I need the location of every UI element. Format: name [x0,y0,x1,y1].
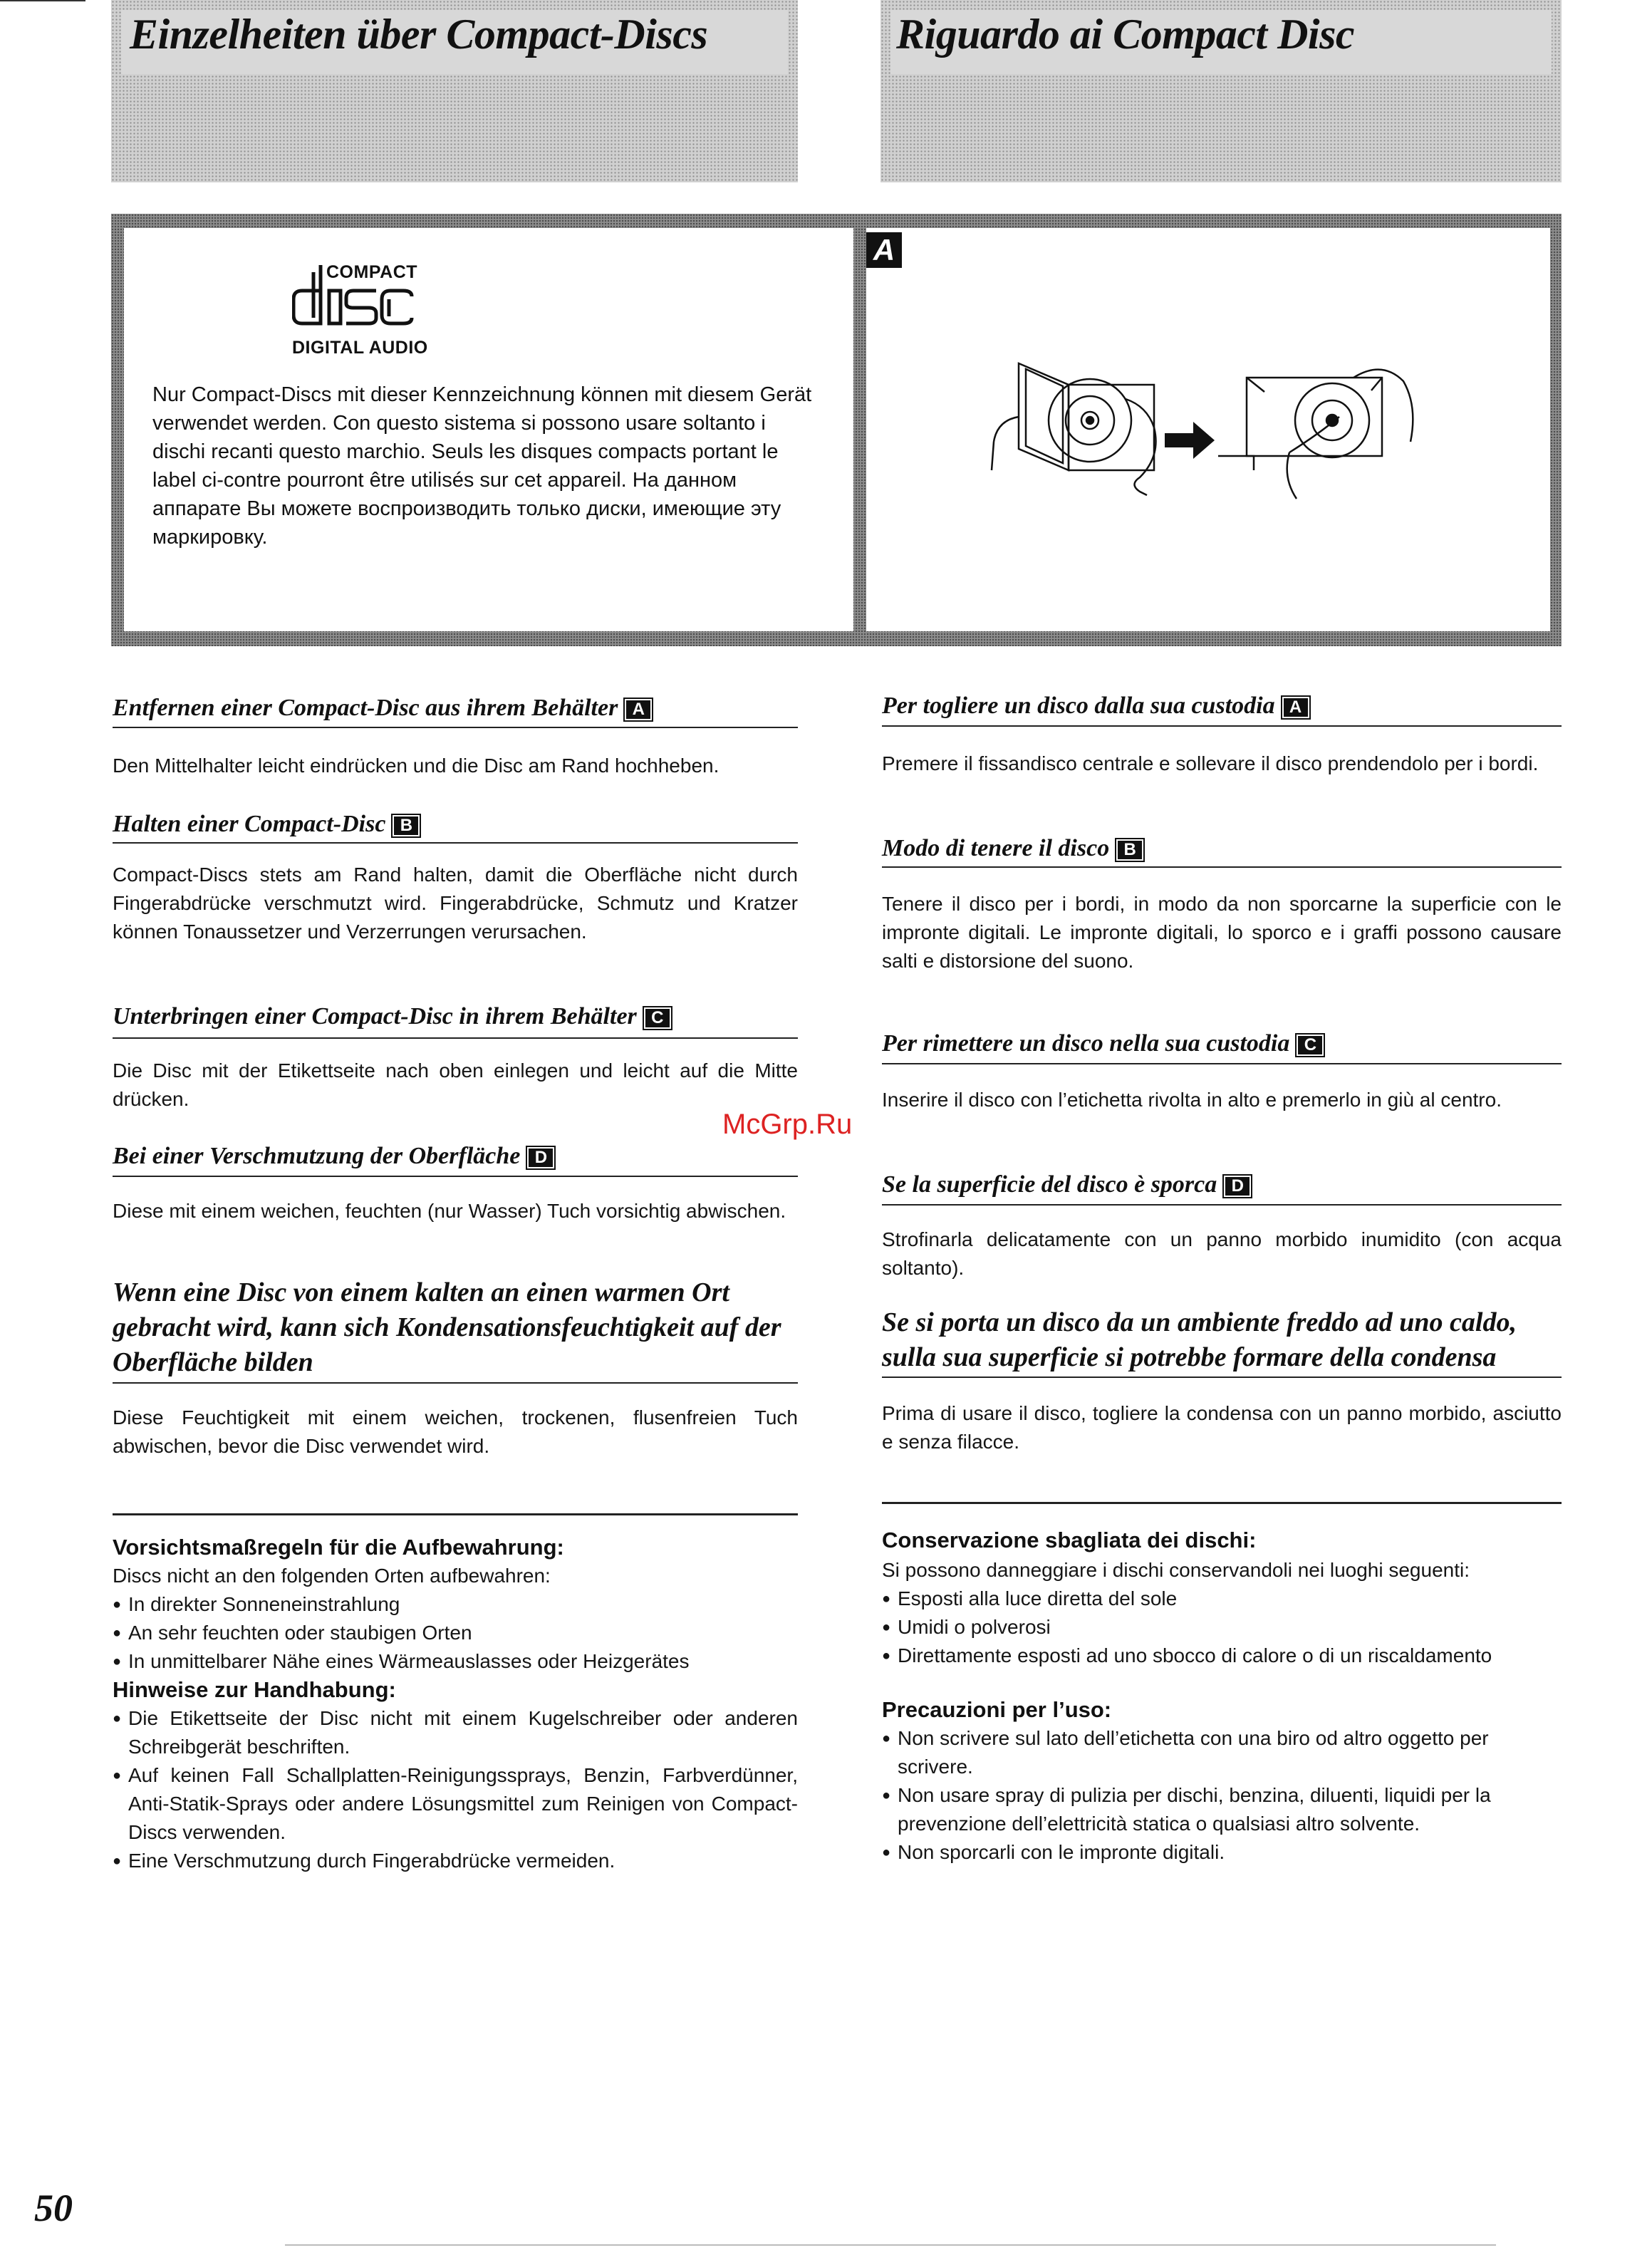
list-item: ● In unmittelbarer Nähe eines Wärmeauslasses oder Heizgerätes [113,1647,798,1676]
right-storage-rule [882,1502,1562,1504]
figure-label-a: A [866,232,902,268]
list-item: ● Auf keinen Fall Schallplatten-Reinigungssprays, Benzin, Farbverdünner, Anti-Statik-Sprays oder andere Lösungsmittel zum Reinigen von Compact-Discs verwenden. [113,1761,798,1847]
corner-rule [0,0,85,1]
right-section-3-title: Per rimettere un disco nella sua custodia C [882,1030,1325,1057]
badge-d-icon: D [1222,1174,1252,1198]
right-section-4-title: Se la superficie del disco è sporca D [882,1171,1252,1198]
left-section-1-rule [113,727,798,728]
badge-a-icon: A [1281,695,1311,720]
left-section-5-rule [113,1382,798,1384]
left-handling-list [113,1704,798,1875]
right-storage-intro: Si possono danneggiare i dischi conservandoli nei luoghi seguenti: [882,1559,1470,1581]
list-item: ● Non usare spray di pulizia per dischi, benzina, diluenti, liquidi per la prevenzione dell’elettricità statica o qualsiasi altro solvente. [882,1781,1562,1838]
right-section-1-body: Premere il fissandisco centrale e sollevare il disco prendendolo per i bordi. [882,752,1539,774]
left-storage-intro: Discs nicht an den folgenden Orten aufbewahren: [113,1565,551,1587]
logo-disc-mark [292,262,474,341]
right-storage-heading: Conservazione sbagliata dei dischi: [882,1528,1257,1552]
arrow-icon [1165,422,1215,459]
left-section-1-title: Entfernen einer Compact-Disc aus ihrem Behälter A [113,695,653,722]
badge-b-icon: B [1115,838,1145,862]
right-section-2-rule [882,866,1562,868]
list-item: ● Non scrivere sul lato dell’etichetta con una biro od altro oggetto per scrivere. [882,1724,1562,1781]
list-item: ● Die Etikettseite der Disc nicht mit einem Kugelschreiber oder anderen Schreibgerät beschriften. [113,1704,798,1761]
logo-digital-audio: DIGITAL AUDIO [292,338,428,358]
left-storage-list [113,1590,798,1676]
left-section-4-title: Bei einer Verschmutzung der Oberfläche D [113,1143,556,1170]
left-section-2-title: Halten einer Compact-Disc B [113,811,421,838]
right-section-4-rule [882,1204,1562,1206]
left-section-5-title: Wenn eine Disc von einem kalten an einen warmen Ort gebracht wird, kann sich Kondensationsfeuchtigkeit auf der Oberfläche bilden [113,1277,781,1377]
right-section-1-rule [882,725,1562,727]
left-section-2-rule [113,842,798,844]
right-section-5-title: Se si porta un disco da un ambiente freddo ad uno caldo, sulla sua superficie si potrebbe formare della condensa [882,1307,1517,1372]
right-section-2-body: Tenere il disco per i bordi, in modo da non sporcarne la superficie con le impronte digitali. Le impronte digitali, lo sporco e i graffi possono causare salti e distorsione del suono. [882,893,1562,972]
left-storage-heading: Vorsichtsmaßregeln für die Aufbewahrung: [113,1535,564,1560]
list-item: ● Direttamente esposti ad uno sbocco di calore o di un riscaldamento [882,1642,1562,1670]
header-title-left: Einzelheiten über Compact-Discs [130,11,708,58]
right-section-5-body: Prima di usare il disco, togliere la condensa con un panno morbido, asciutto e senza filacce. [882,1402,1562,1453]
left-section-3-body: Die Disc mit der Etikettseite nach oben einlegen und leicht auf die Mitte drücken. [113,1059,798,1110]
left-section-3-rule [113,1037,798,1039]
disc-removal-illustration [983,349,1439,513]
right-section-2-title: Modo di tenere il disco B [882,835,1145,862]
list-item: ● Non sporcarli con le impronte digitali. [882,1838,1562,1867]
right-section-3-body: Inserire il disco con l’etichetta rivolta in alto e premerlo in giù al centro. [882,1089,1502,1111]
right-handling-heading: Precauzioni per l’uso: [882,1697,1112,1722]
compat-note: Nur Compact-Discs mit dieser Kennzeichnung können mit diesem Gerät verwendet werden. Con questo sistema si possono usare soltanto i dischi recanti questo marchio. Seuls les disques compacts portant le label ci-contre pourront être utilisés sur cet appareil. На данном аппарате Вы можете воспроизводить только диски, имеющие эту маркировку. [152,383,812,549]
left-handling-heading: Hinweise zur Handhabung: [113,1677,396,1702]
right-section-1-title: Per togliere un disco dalla sua custodia A [882,693,1311,720]
left-section-1-body: Den Mittelhalter leicht eindrücken und die Disc am Rand hochheben. [113,755,719,777]
right-handling-list [882,1724,1562,1867]
right-storage-list [882,1585,1562,1670]
list-item: ● Umidi o polverosi [882,1613,1562,1642]
right-section-5-rule [882,1377,1562,1378]
watermark: McGrp.Ru [722,1109,853,1140]
right-section-3-rule [882,1063,1562,1064]
left-section-2-body: Compact-Discs stets am Rand halten, damit die Oberfläche nicht durch Fingerabdrücke verschmutzt wird. Fingerabdrücke, Schmutz und Kratzer können Tonaussetzer und Verzerrungen verursachen. [113,864,798,943]
list-item: ● Esposti alla luce diretta del sole [882,1585,1562,1613]
left-section-5-body: Diese Feuchtigkeit mit einem weichen, trockenen, flusenfreien Tuch abwischen, bevor die Disc verwendet wird. [113,1406,798,1457]
left-storage-rule [113,1513,798,1515]
page-number: 50 [34,2187,73,2229]
left-section-4-body: Diese mit einem weichen, feuchten (nur Wasser) Tuch vorsichtig abwischen. [113,1200,786,1222]
badge-b-icon: B [391,814,421,838]
bottom-rule [285,2244,1496,2246]
badge-c-icon: C [1295,1033,1325,1057]
badge-a-icon: A [623,698,653,722]
header-title-right: Riguardo ai Compact Disc [896,11,1355,58]
compact-disc-logo [292,262,474,362]
left-section-3-title: Unterbringen einer Compact-Disc in ihrem Behälter C [113,1003,672,1030]
list-item: ● Eine Verschmutzung durch Fingerabdrücke vermeiden. [113,1847,798,1875]
badge-c-icon: C [643,1006,672,1030]
badge-d-icon: D [526,1146,556,1170]
list-item: ● An sehr feuchten oder staubigen Orten [113,1619,798,1647]
right-section-4-body: Strofinarla delicatamente con un panno morbido inumidito (con acqua soltanto). [882,1228,1562,1279]
left-section-4-rule [113,1176,798,1177]
logo-compact-word: COMPACT [326,262,418,282]
list-item: ● In direkter Sonneneinstrahlung [113,1590,798,1619]
